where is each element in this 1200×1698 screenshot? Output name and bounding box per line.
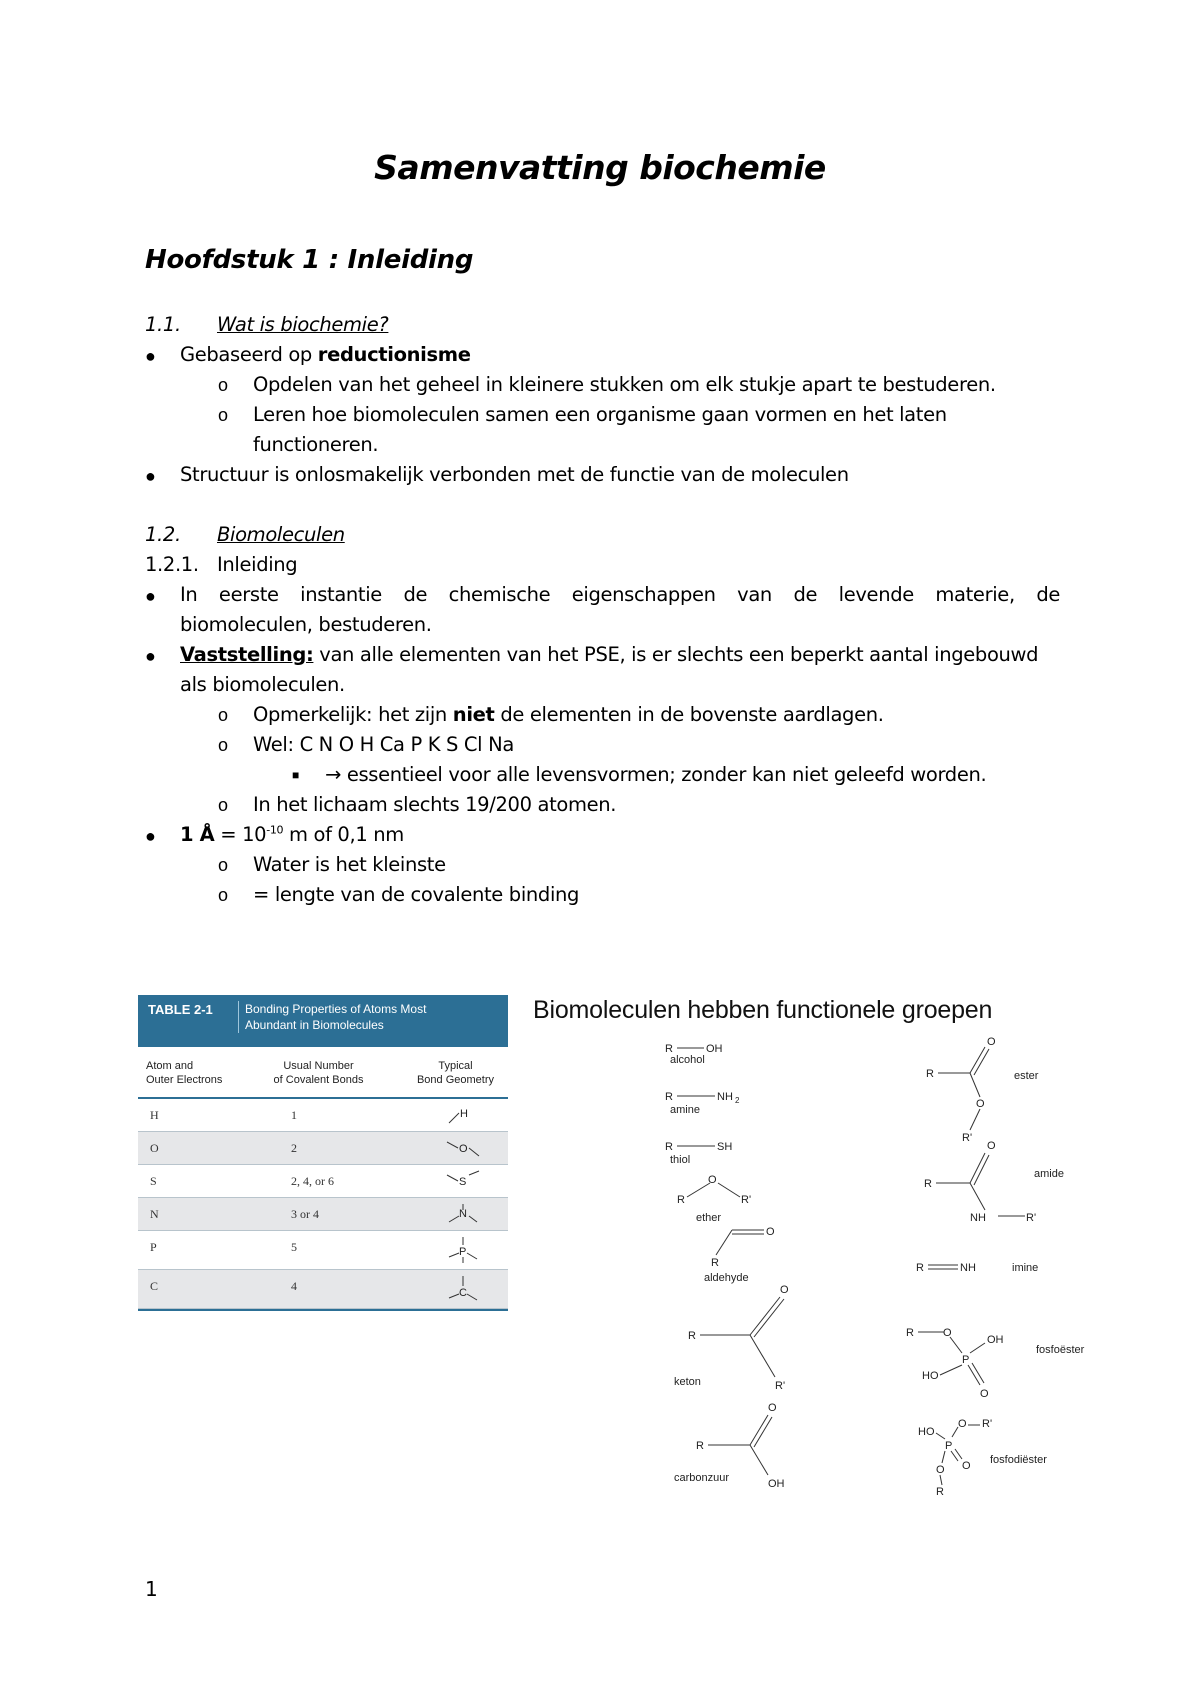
bullet-vaststelling bbox=[180, 643, 1038, 666]
table-row bbox=[138, 1231, 508, 1270]
svg-text:O: O bbox=[768, 1402, 777, 1414]
svg-text:O: O bbox=[780, 1284, 789, 1296]
svg-text:NH: NH bbox=[960, 1262, 976, 1274]
table-header bbox=[138, 995, 508, 1047]
svg-text:R': R' bbox=[962, 1132, 973, 1144]
svg-text:O: O bbox=[976, 1098, 985, 1110]
bonding-properties-table bbox=[138, 995, 508, 1311]
bonds-cell: 3 or 4 bbox=[291, 1207, 319, 1221]
table-caption bbox=[238, 1001, 495, 1033]
svg-text:R: R bbox=[688, 1330, 696, 1342]
bold-term: niet bbox=[452, 703, 495, 726]
exponent: -10 bbox=[266, 823, 284, 837]
label-ether: ether bbox=[696, 1212, 722, 1224]
functional-groups-title: Biomoleculen hebben functionele groepen bbox=[533, 996, 993, 1024]
svg-text:HO: HO bbox=[922, 1370, 939, 1382]
svg-text:SH: SH bbox=[717, 1141, 733, 1153]
column-header-atom bbox=[146, 1059, 222, 1087]
bullet-icon: ● bbox=[145, 466, 156, 486]
bullet-eerste-instantie: In eerste instantie de chemische eigenschappen van de levende materie, de bbox=[180, 583, 1060, 606]
svg-text:R: R bbox=[696, 1440, 704, 1452]
bullet-eerste-instantie-cont: biomoleculen, bestuderen. bbox=[180, 613, 432, 636]
bonds-cell: 4 bbox=[291, 1279, 297, 1293]
section-1-2-heading bbox=[145, 523, 345, 546]
atom-cell: P bbox=[150, 1240, 157, 1254]
label-carbonzuur: carbonzuur bbox=[674, 1472, 730, 1484]
bold-term: Vaststelling: bbox=[180, 643, 314, 666]
svg-text:OH: OH bbox=[987, 1334, 1004, 1346]
bullet-icon: ● bbox=[145, 826, 156, 846]
circle-bullet-icon: o bbox=[218, 795, 229, 815]
bullet-text: Gebaseerd op bbox=[180, 343, 318, 366]
sub-bullet-leren-cont: functioneren. bbox=[253, 433, 379, 456]
bonds-cell: 2 bbox=[291, 1141, 297, 1155]
section-title: Biomoleculen bbox=[217, 523, 345, 546]
svg-text:O: O bbox=[943, 1327, 952, 1339]
sub-sub-bullet-essentieel: → essentieel voor alle levensvormen; zonder kan niet geleefd worden. bbox=[325, 763, 987, 786]
atom-cell: N bbox=[150, 1207, 159, 1221]
bullet-text: Opmerkelijk: het zijn bbox=[253, 703, 453, 726]
svg-text:O: O bbox=[459, 1143, 468, 1155]
bullet-structuur: Structuur is onlosmakelijk verbonden met de functie van de moleculen bbox=[180, 463, 849, 486]
svg-text:R: R bbox=[677, 1194, 685, 1206]
svg-text:R: R bbox=[906, 1327, 914, 1339]
svg-text:C: C bbox=[459, 1287, 467, 1299]
circle-bullet-icon: o bbox=[218, 855, 229, 875]
table-bottom-rule bbox=[138, 1309, 508, 1311]
label-keton: keton bbox=[674, 1376, 701, 1388]
page-number: 1 bbox=[145, 1577, 158, 1601]
bullet-reductionisme bbox=[180, 343, 471, 366]
svg-text:R: R bbox=[665, 1043, 673, 1055]
sub-bullet-opdelen: Opdelen van het geheel in kleinere stukken om elk stukje apart te bestuderen. bbox=[253, 373, 996, 396]
sub-bullet-lengte: = lengte van de covalente binding bbox=[253, 883, 580, 906]
svg-text:OH: OH bbox=[768, 1478, 785, 1490]
document-title: Samenvatting biochemie bbox=[374, 148, 826, 187]
bullet-angstrom bbox=[180, 823, 404, 846]
geometry-icon bbox=[443, 1235, 483, 1269]
label-imine: imine bbox=[1012, 1262, 1039, 1274]
label-ester: ester bbox=[1014, 1070, 1039, 1082]
table-id: TABLE 2-1 bbox=[148, 1002, 213, 1017]
svg-text:NH: NH bbox=[717, 1091, 733, 1103]
bullet-icon: ● bbox=[145, 586, 156, 606]
label-alcohol: alcohol bbox=[670, 1054, 705, 1066]
subsection-number: 1.2.1. bbox=[145, 553, 199, 576]
bullet-text: m of 0,1 nm bbox=[283, 823, 404, 846]
bullet-text: van alle elementen van het PSE, is er slechts een beperkt aantal ingebouwd bbox=[313, 643, 1039, 666]
svg-text:HO: HO bbox=[918, 1426, 935, 1438]
svg-text:OH: OH bbox=[706, 1043, 723, 1055]
circle-bullet-icon: o bbox=[218, 405, 229, 425]
bullet-icon: ● bbox=[145, 346, 156, 366]
table-column-headers bbox=[138, 1047, 508, 1099]
bullet-text: = 10 bbox=[214, 823, 267, 846]
svg-text:R: R bbox=[924, 1178, 932, 1190]
svg-text:R: R bbox=[916, 1262, 924, 1274]
svg-text:H: H bbox=[460, 1108, 468, 1120]
circle-bullet-icon: o bbox=[218, 705, 229, 725]
label-amide: amide bbox=[1034, 1168, 1064, 1180]
circle-bullet-icon: o bbox=[218, 735, 229, 755]
caption-line: Bonding Properties of Atoms Most bbox=[245, 1002, 427, 1016]
sub-bullet-water: Water is het kleinste bbox=[253, 853, 446, 876]
svg-text:2: 2 bbox=[735, 1096, 740, 1105]
table-row bbox=[138, 1132, 508, 1165]
section-1-1-heading bbox=[145, 313, 389, 336]
chapter-heading: Hoofdstuk 1 : Inleiding bbox=[145, 245, 474, 275]
table-row bbox=[138, 1099, 508, 1132]
svg-text:O: O bbox=[987, 1036, 996, 1048]
atom-cell: C bbox=[150, 1279, 159, 1293]
bullet-vaststelling-cont: als biomoleculen. bbox=[180, 673, 345, 696]
svg-text:R': R' bbox=[775, 1380, 786, 1392]
header-line: of Covalent Bonds bbox=[273, 1074, 364, 1086]
sub-bullet-opmerkelijk bbox=[253, 703, 884, 726]
bullet-icon: ● bbox=[145, 646, 156, 666]
svg-text:R: R bbox=[665, 1091, 673, 1103]
svg-text:P: P bbox=[962, 1354, 970, 1366]
table-row bbox=[138, 1165, 508, 1198]
svg-text:O: O bbox=[980, 1388, 989, 1400]
label-thiol: thiol bbox=[670, 1154, 691, 1166]
table-row bbox=[138, 1270, 508, 1309]
svg-text:O: O bbox=[958, 1418, 967, 1430]
functional-groups-diagram bbox=[640, 1035, 1120, 1515]
label-aldehyde: aldehyde bbox=[704, 1272, 749, 1284]
svg-text:O: O bbox=[962, 1460, 971, 1472]
bullet-text: de elementen in de bovenste aardlagen. bbox=[494, 703, 884, 726]
square-bullet-icon: ■ bbox=[292, 768, 300, 782]
svg-text:O: O bbox=[708, 1174, 717, 1186]
header-line: Atom and bbox=[146, 1060, 194, 1072]
bold-term: 1 Å bbox=[180, 823, 215, 846]
subsection-heading bbox=[145, 553, 298, 576]
svg-text:O: O bbox=[987, 1140, 996, 1152]
column-header-bonds bbox=[266, 1059, 371, 1087]
svg-text:NH: NH bbox=[970, 1212, 986, 1224]
svg-text:R: R bbox=[711, 1257, 719, 1269]
section-number: 1.1. bbox=[145, 313, 181, 336]
svg-text:R': R' bbox=[982, 1418, 993, 1430]
atom-cell: S bbox=[150, 1174, 157, 1188]
svg-text:O: O bbox=[766, 1226, 775, 1238]
bonds-cell: 1 bbox=[291, 1108, 297, 1122]
geometry-icon bbox=[443, 1103, 483, 1131]
circle-bullet-icon: o bbox=[218, 375, 229, 395]
atom-cell: H bbox=[150, 1108, 159, 1122]
geometry-icon bbox=[443, 1136, 483, 1164]
header-line: Bond Geometry bbox=[416, 1074, 495, 1086]
sub-bullet-leren: Leren hoe biomoleculen samen een organisme gaan vormen en het laten bbox=[253, 403, 947, 426]
header-line: Typical bbox=[438, 1060, 473, 1072]
svg-text:R: R bbox=[936, 1486, 944, 1498]
geometry-icon bbox=[443, 1169, 483, 1197]
header-line: Outer Electrons bbox=[146, 1074, 223, 1086]
bold-term: reductionisme bbox=[317, 343, 471, 366]
geometry-icon bbox=[443, 1202, 483, 1230]
header-line: Usual Number bbox=[283, 1060, 354, 1072]
bonds-cell: 2, 4, or 6 bbox=[291, 1174, 334, 1188]
svg-text:N: N bbox=[459, 1208, 467, 1220]
sub-bullet-lichaam: In het lichaam slechts 19/200 atomen. bbox=[253, 793, 617, 816]
table-row bbox=[138, 1198, 508, 1231]
subsection-title: Inleiding bbox=[217, 553, 298, 576]
geometry-icon bbox=[443, 1274, 483, 1308]
svg-text:P: P bbox=[945, 1440, 953, 1452]
column-header-geometry bbox=[408, 1059, 503, 1087]
label-fosfodiester: fosfodiëster bbox=[990, 1454, 1047, 1466]
svg-text:S: S bbox=[459, 1176, 467, 1188]
svg-text:R: R bbox=[665, 1141, 673, 1153]
sub-bullet-wel: Wel: C N O H Ca P K S Cl Na bbox=[253, 733, 514, 756]
svg-text:R': R' bbox=[741, 1194, 752, 1206]
section-title: Wat is biochemie? bbox=[217, 313, 389, 336]
svg-text:R': R' bbox=[1026, 1212, 1037, 1224]
svg-text:R: R bbox=[926, 1068, 934, 1080]
bonds-cell: 5 bbox=[291, 1240, 297, 1254]
svg-text:P: P bbox=[459, 1246, 467, 1258]
atom-cell: O bbox=[150, 1141, 159, 1155]
circle-bullet-icon: o bbox=[218, 885, 229, 905]
label-amine: amine bbox=[670, 1104, 700, 1116]
svg-text:O: O bbox=[936, 1464, 945, 1476]
label-fosfoester: fosfoëster bbox=[1036, 1344, 1085, 1356]
caption-line: Abundant in Biomolecules bbox=[245, 1018, 384, 1032]
section-number: 1.2. bbox=[145, 523, 181, 546]
